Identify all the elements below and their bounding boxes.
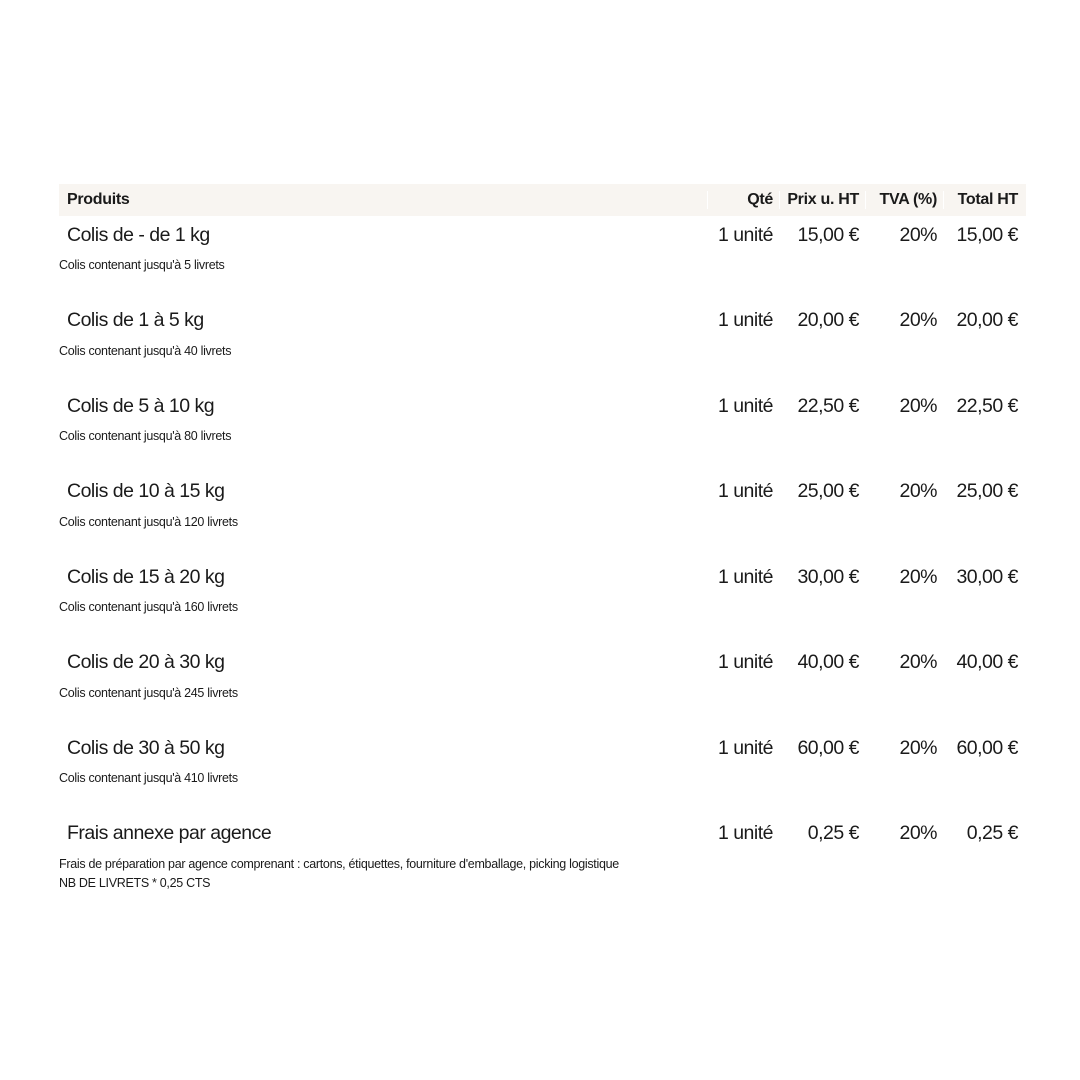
row-main [59, 644, 1026, 682]
header-tva: TVA (%) [865, 191, 943, 209]
product-description-line: Colis contenant jusqu'à 245 livrets [59, 685, 238, 700]
product-description-line: Colis contenant jusqu'à 410 livrets [59, 771, 238, 785]
table-body [59, 216, 1026, 900]
product-total: 0,25 € [966, 822, 1018, 844]
product-total: 60,00 € [956, 736, 1018, 759]
product-unit-price: 40,00 € [797, 651, 859, 673]
row-main [59, 216, 1026, 254]
product-description [59, 427, 1026, 446]
product-description-line: Frais de préparation par agence comprenant : cartons, étiquettes, fourniture d'emballage, picking logistique [59, 856, 619, 871]
header-unit-price: Prix u. HT [779, 191, 865, 209]
product-unit-price: 30,00 € [797, 565, 859, 588]
row-main [59, 473, 1026, 511]
product-description-line-2: NB DE LIVRETS * 0,25 CTS [59, 875, 211, 890]
product-tva: 20% [899, 651, 937, 673]
table-row [59, 558, 1026, 644]
product-total: 40,00 € [956, 651, 1018, 673]
product-name: Colis de 30 à 50 kg [67, 736, 225, 759]
product-unit-price: 22,50 € [797, 394, 859, 417]
row-main [59, 302, 1026, 340]
quote-table [59, 184, 1026, 900]
product-description [59, 769, 1026, 788]
header-total: Total HT [943, 191, 1026, 209]
product-tva: 20% [899, 480, 937, 502]
product-qty: 1 unité [717, 822, 773, 844]
product-tva: 20% [899, 736, 937, 759]
table-row [59, 302, 1026, 388]
product-description-line: Colis contenant jusqu'à 5 livrets [59, 258, 225, 272]
product-name: Frais annexe par agence [67, 822, 272, 844]
product-unit-price: 20,00 € [797, 309, 859, 331]
table-row [59, 644, 1026, 730]
product-tva: 20% [899, 309, 937, 331]
product-description-line: Colis contenant jusqu'à 120 livrets [59, 514, 238, 529]
product-qty: 1 unité [717, 309, 773, 331]
product-description-line: Colis contenant jusqu'à 80 livrets [59, 429, 232, 443]
product-description [59, 598, 1026, 617]
product-description [59, 513, 1026, 532]
product-name: Colis de 10 à 15 kg [67, 480, 225, 502]
product-total: 22,50 € [956, 394, 1018, 417]
product-name: Colis de 1 à 5 kg [67, 309, 204, 331]
product-qty: 1 unité [717, 480, 773, 502]
product-description [59, 684, 1026, 703]
product-tva: 20% [899, 223, 937, 246]
product-qty: 1 unité [717, 565, 773, 588]
product-tva: 20% [899, 822, 937, 844]
product-name: Colis de 20 à 30 kg [67, 651, 225, 673]
table-row [59, 815, 1026, 901]
product-name: Colis de 5 à 10 kg [67, 394, 215, 417]
product-description [59, 855, 1026, 893]
product-unit-price: 25,00 € [797, 480, 859, 502]
product-total: 25,00 € [956, 480, 1018, 502]
product-name: Colis de - de 1 kg [67, 223, 210, 246]
product-total: 30,00 € [956, 565, 1018, 588]
product-qty: 1 unité [717, 736, 773, 759]
row-main [59, 815, 1026, 853]
row-main [59, 729, 1026, 767]
product-total: 15,00 € [956, 223, 1018, 246]
product-description-line: Colis contenant jusqu'à 40 livrets [59, 343, 232, 358]
table-header [59, 184, 1026, 216]
product-qty: 1 unité [717, 651, 773, 673]
table-row [59, 729, 1026, 815]
product-unit-price: 60,00 € [797, 736, 859, 759]
product-tva: 20% [899, 565, 937, 588]
row-main [59, 387, 1026, 425]
table-row [59, 216, 1026, 302]
product-unit-price: 0,25 € [807, 822, 859, 844]
table-row [59, 387, 1026, 473]
row-main [59, 558, 1026, 596]
product-description [59, 342, 1026, 361]
product-name: Colis de 15 à 20 kg [67, 565, 225, 588]
product-description [59, 256, 1026, 275]
product-tva: 20% [899, 394, 937, 417]
product-qty: 1 unité [717, 223, 773, 246]
product-total: 20,00 € [956, 309, 1018, 331]
header-qty: Qté [707, 191, 779, 209]
product-qty: 1 unité [717, 394, 773, 417]
header-products: Produits [67, 191, 130, 208]
product-description-line: Colis contenant jusqu'à 160 livrets [59, 600, 238, 614]
product-unit-price: 15,00 € [797, 223, 859, 246]
table-row [59, 473, 1026, 559]
